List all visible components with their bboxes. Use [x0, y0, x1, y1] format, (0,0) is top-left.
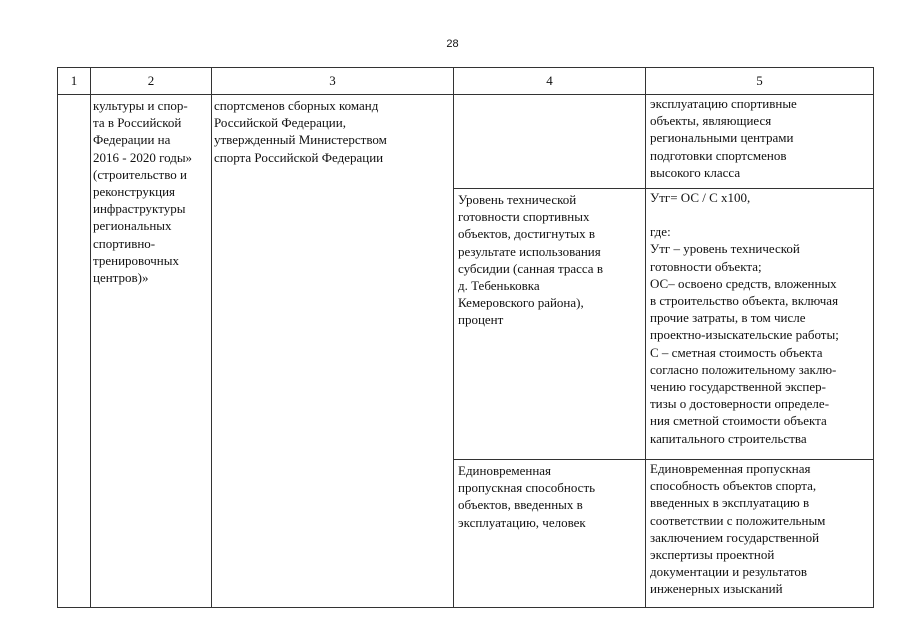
- indicator-cell-1: [454, 95, 646, 189]
- method-cell-2: [646, 189, 874, 460]
- method-cell-1: эксплуатацию спортивные объекты, являющиеся региональными центрами подготовки спортсменов высокого класса: [646, 95, 874, 189]
- where-label: где:: [650, 224, 671, 240]
- method-cell-3: Единовременная пропускная способность объектов спорта, введенных в эксплуатацию в соответствии с положительным заключением государственной экспертизы проектной документации и результатов инженерных изысканий: [646, 460, 874, 608]
- header-col-3: 3: [212, 68, 454, 95]
- document-cell: спортсменов сборных команд Российской Федерации, утвержденный Министерством спорта Российской Федерации: [212, 95, 454, 608]
- header-col-2: 2: [91, 68, 212, 95]
- table-row: [58, 95, 874, 189]
- indicator-cell-2: Уровень технической готовности спортивных объектов, достигнутых в результате использования субсидии (санная трасса в д. Тебеньковка Кемеровского района), процент: [454, 189, 646, 460]
- header-col-5: 5: [646, 68, 874, 95]
- col1-cell: [58, 95, 91, 608]
- formula-definitions: Утг – уровень технической готовности объекта; ОС– освоено средств, вложенных в строительство объекта, включая прочие затраты, в том числе проектно-изыскательские работы; С – сметная стоимость объекта согласно положительному заклю- чению государственной экспер- тизы о достоверности определе- ния сметной стоимости объекта капитального строительства: [650, 241, 839, 446]
- indicators-table: [57, 67, 874, 608]
- header-col-1: 1: [58, 68, 91, 95]
- formula-text: Утг= ОС / С х100,: [650, 190, 751, 205]
- program-name-cell: культуры и спор- та в Российской Федерации на 2016 - 2020 годы» (строительство и реконструкция инфраструктуры региональных спортивно- тренировочных центров)»: [91, 95, 212, 608]
- indicator-cell-3: Единовременная пропускная способность объектов, введенных в эксплуатацию, человек: [454, 460, 646, 608]
- page-number: 28: [446, 38, 459, 50]
- header-row: [58, 68, 874, 95]
- header-col-4: 4: [454, 68, 646, 95]
